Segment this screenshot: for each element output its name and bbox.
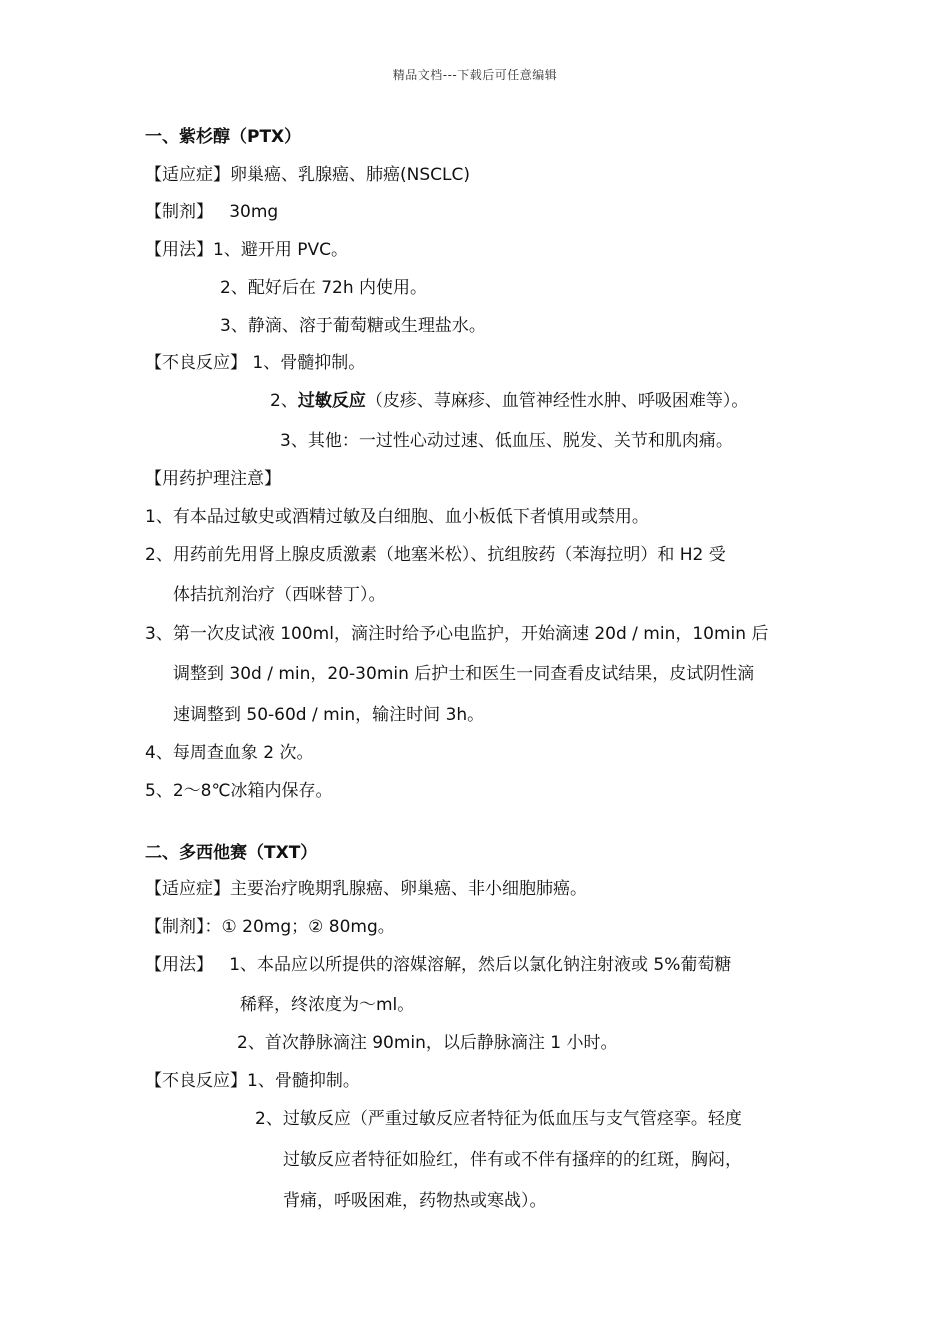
s1-adverse-2-bold: 过敏反应 [297, 391, 366, 411]
s1-usage-3: 3、静滴、溶于葡萄糖或生理盐水。 [220, 316, 486, 336]
s1-care-2a: 2、用药前先用肾上腺皮质激素（地塞米松）、抗组胺药（苯海拉明）和 H2 受 [145, 545, 726, 565]
s1-care-1: 1、有本品过敏史或酒精过敏及白细胞、血小板低下者慎用或禁用。 [145, 507, 649, 527]
s2-adverse-1: 【不良反应】1、骨髓抑制。 [145, 1071, 360, 1091]
s1-care-3b: 调整到 30d / min，20-30min 后护士和医生一同查看皮试结果，皮试阴性滴 [173, 664, 755, 684]
s2-formulation: 【制剂】：① 20mg；② 80mg。 [145, 917, 395, 937]
section-2-title: 二、多西他赛（TXT） [145, 843, 318, 863]
s1-adverse-1: 【不良反应】 1、骨髓抑制。 [145, 353, 366, 373]
s1-care-title: 【用药护理注意】 [145, 469, 281, 489]
s2-usage-2: 2、首次静脉滴注 90min，以后静脉滴注 1 小时。 [237, 1033, 618, 1053]
s1-adverse-2 [270, 389, 748, 413]
s1-care-3c: 速调整到 50-60d / min，输注时间 3h。 [173, 705, 485, 725]
s2-indication: 【适应症】主要治疗晚期乳腺癌、卵巢癌、非小细胞肺癌。 [145, 879, 587, 899]
s1-adverse-2-number: 2、 [270, 391, 298, 411]
s1-indication: 【适应症】卵巢癌、乳腺癌、肺癌(NSCLC) [145, 165, 470, 185]
s1-adverse-3: 3、其他：一过性心动过速、低血压、脱发、关节和肌肉痛。 [280, 431, 733, 451]
s1-formulation: 【制剂】 30mg [145, 202, 279, 222]
s1-usage-1: 【用法】1、避开用 PVC。 [145, 240, 348, 260]
s1-care-2b: 体拮抗剂治疗（西咪替丁）。 [173, 585, 386, 605]
s1-usage-2: 2、配好后在 72h 内使用。 [220, 278, 428, 298]
section-1-title: 一、紫杉醇（PTX） [145, 127, 302, 147]
s1-care-4: 4、每周查血象 2 次。 [145, 743, 314, 763]
s2-adverse-2b: 过敏反应者特征如脸红，伴有或不伴有搔痒的的红斑，胸闷， [283, 1150, 742, 1170]
s1-care-3a: 3、第一次皮试液 100ml，滴注时给予心电监护，开始滴速 20d / min，10min 后 [145, 624, 769, 644]
s2-usage-1b: 稀释，终浓度为～ml。 [240, 995, 415, 1015]
s2-adverse-2a: 2、过敏反应（严重过敏反应者特征为低血压与支气管痉挛。轻度 [255, 1109, 742, 1129]
s2-adverse-2c: 背痛，呼吸困难，药物热或寒战）。 [283, 1191, 547, 1211]
s1-adverse-2-rest: （皮疹、荨麻疹、血管神经性水肿、呼吸困难等）。 [365, 391, 749, 411]
s1-care-5: 5、2～8℃冰箱内保存。 [145, 781, 333, 801]
s2-usage-1: 【用法】 1、本品应以所提供的溶媒溶解，然后以氯化钠注射液或 5%葡萄糖 [145, 955, 732, 975]
page-header: 精品文档---下载后可任意编辑 [392, 68, 558, 82]
